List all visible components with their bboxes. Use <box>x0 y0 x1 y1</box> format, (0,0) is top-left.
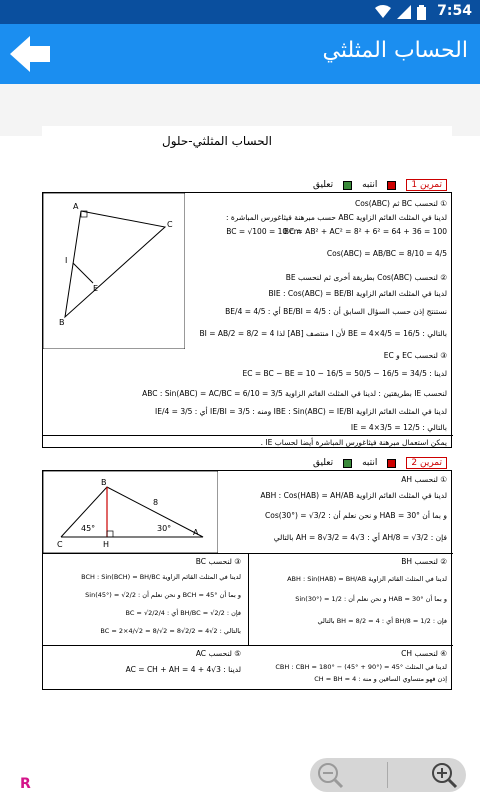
exercise-2-title <box>313 457 447 469</box>
ex2-lm-2: لدينا في المثلث القائم الزاوية BCH : Sin(BCH) = BH/BC <box>81 573 241 581</box>
ex1-line-6: ② لنحسب Cos(ABC) بطريقة أخرى ثم لنحسب BE <box>285 273 447 282</box>
vertex-e: E <box>93 284 99 293</box>
zoom-separator <box>387 762 388 788</box>
app-bar <box>0 24 480 84</box>
ex1-line-5: Cos(ABC) = AB/BC = 8/10 = 4/5 <box>326 249 447 258</box>
vertex-h2: H <box>103 540 110 549</box>
ex2-rm-3: و بما أن HAB = 30° و نحن نعلم أن : Sin(30°) = 1/2 <box>295 595 447 603</box>
ex1-line-14: بالتالي : IE = 4×3/5 = 12/5 <box>350 423 447 432</box>
zoom-out-button[interactable] <box>316 761 344 789</box>
ex2-rt-2: لدينا في المثلث القائم الزاوية ABH : Cos(HAB) = AH/AB <box>260 491 447 500</box>
ex2-rt-4: فإن : AH/8 = √3/2 أي : AH = 8√3/2 = 4√3 بالتالي <box>273 533 447 542</box>
attention-label-2: انتبه <box>362 458 378 468</box>
vertex-a2: A <box>193 528 199 537</box>
vertex-a: A <box>73 202 79 211</box>
exercise-1-label: تمرين 1 <box>406 179 447 191</box>
ex2-rb-3: إذن فهو متساوي الساقين و منه : CH = BH = 4 <box>314 675 447 683</box>
ex1-line-10: ③ لنحسب EC و EC <box>383 351 447 360</box>
zoom-out-icon <box>316 761 344 789</box>
side-ab-label: 8 <box>153 498 159 507</box>
vertex-b: B <box>59 318 65 327</box>
page-title: الحساب المثلثي <box>322 38 468 63</box>
ex1-line-3: BC = AB² + AC² = 8² + 6² = 64 + 36 = 100 <box>283 227 447 236</box>
ex1-line-1: ① لنحسب BC ثم Cos(ABC) <box>354 199 447 208</box>
arrow-left-icon <box>8 34 52 74</box>
ex1-line-13: لدينا في المثلث القائم الزاوية IBE : Sin(ABC) = IE/BI ومنه : IE/BI = 3/5 أي : IE/4 = 3/5 <box>155 407 447 416</box>
exercise-2-figure <box>43 471 218 553</box>
comment-icon-2 <box>343 459 352 468</box>
ex2-rm-4: فإن : BH/8 = 1/2 أي : BH = 8/2 = 4 بالتالي <box>317 617 447 625</box>
ex1-line-8: نستنتج إذن حسب السؤال السابق أن : BE/BI = 4/5 أي : BE/4 = 4/5 <box>225 307 447 316</box>
ex1-line-2: لدينا في المثلث القائم الزاوية ABC حسب مبرهنة فيثاغورس المباشرة : <box>225 213 447 222</box>
vertex-i: I <box>65 256 68 265</box>
exercise-1-title <box>313 179 447 191</box>
angle-a-label: 30° <box>157 524 172 533</box>
status-bar <box>0 0 480 24</box>
ex1-line-4: BC = √100 = 10 cm <box>226 227 301 236</box>
attention-label: انتبه <box>362 180 378 190</box>
ex2-lb-2: لدينا : AC = CH + AH = 4 + 4√3 <box>125 665 241 674</box>
ex1-line-12: لنحسب IE بطريقتين : لدينا في المثلث القائم الزاوية ABC : Sin(ABC) = AC/BC = 6/10 = 3/5 <box>142 389 447 398</box>
vertex-c: C <box>167 220 173 229</box>
ex2-col-divider <box>248 553 249 645</box>
exercise-1-box <box>42 180 452 448</box>
ex2-lm-3: و بما أن BCH = 45° و نحن نعلم أن : Sin(45°) = √2/2 <box>85 591 241 599</box>
ex1-note: يمكن استعمال مبرهنة فيثاغورس المباشرة أيضا لحساب IE . <box>260 438 447 447</box>
status-icons <box>375 4 426 20</box>
zoom-controls <box>310 758 466 792</box>
signal-icon <box>397 5 411 19</box>
zoom-in-button[interactable] <box>430 761 458 789</box>
attention-icon <box>387 181 396 190</box>
ex2-rb-1: ④ لنحسب CH <box>401 649 447 658</box>
ex2-rm-2: لدينا في المثلث القائم الزاوية ABH : Sin(HAB) = BH/AB <box>287 575 447 583</box>
angle-c-label: 45° <box>81 524 96 533</box>
exercise-2-box <box>42 458 452 690</box>
ex1-divider <box>43 435 453 436</box>
ex2-rm-1: ② لنحسب BH <box>401 557 447 566</box>
ex2-lb-1: ⑤ لنحسب AC <box>195 649 241 658</box>
comment-icon <box>343 181 352 190</box>
vertex-c2: C <box>57 540 63 549</box>
comment-label: تعليق <box>313 180 334 190</box>
ex2-lm-5: بالتالي : BC = 2×4/√2 = 8/√2 = 8√2/2 = 4√2 <box>100 627 241 635</box>
exercise-2-label: تمرين 2 <box>406 457 447 469</box>
document-page[interactable] <box>42 126 452 692</box>
ex1-line-7: لدينا في المثلث القائم الزاوية BIE : Cos(ABC) = BE/BI <box>268 289 447 298</box>
battery-icon <box>417 5 426 20</box>
comment-label-2: تعليق <box>313 458 334 468</box>
ex2-rt-1: ① لنحسب AH <box>401 475 447 484</box>
document-header: الحساب المثلثي-حلول <box>162 134 272 148</box>
zoom-in-icon <box>430 761 458 789</box>
ex2-rb-2: لدينا في المثلث CBH : CBH = 180° − (45° + 90°) = 45° <box>275 663 447 671</box>
ex2-divider-2 <box>43 645 453 646</box>
ex1-line-11: لدينا : EC = BC − BE = 10 − 16/5 = 50/5 − 16/5 = 34/5 <box>242 369 447 378</box>
ex2-lm-4: فإن : BH/BC = √2/2 أي : 4/BC = √2/2 <box>125 609 241 617</box>
exercise-1-figure <box>43 193 185 349</box>
status-time: 7:54 <box>437 3 472 19</box>
ex2-rt-3: و بما أن HAB = 30° و نحن نعلم أن : Cos(30°) = √3/2 <box>265 511 447 520</box>
ex2-lm-1: ③ لنحسب BC <box>195 557 241 566</box>
attention-icon-2 <box>387 459 396 468</box>
vertex-b2: B <box>101 478 107 487</box>
wifi-icon <box>375 5 391 19</box>
ex1-line-9: بالتالي : BE = 4×4/5 = 16/5 لأن I منتصف [AB] لذا BI = AB/2 = 8/2 = 4 <box>199 329 447 338</box>
brand-mark: R <box>20 776 31 792</box>
back-button[interactable] <box>8 34 52 74</box>
